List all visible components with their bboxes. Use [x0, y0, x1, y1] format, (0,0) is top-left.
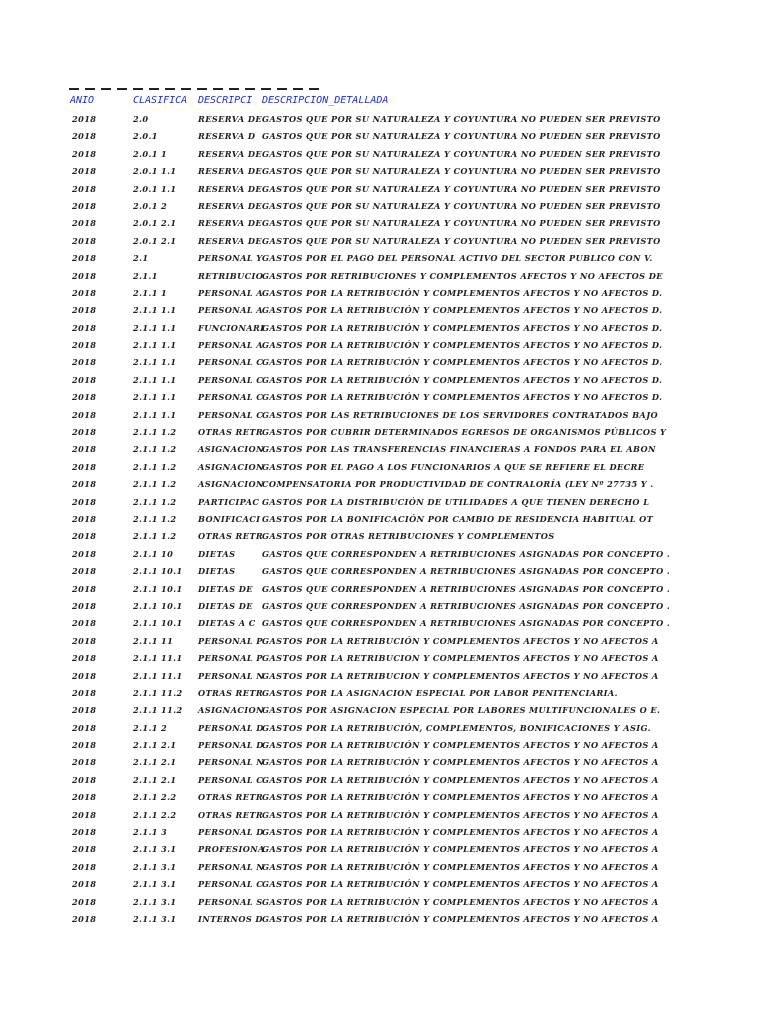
cell-descripci: ASIGNACION: [198, 705, 264, 716]
cell-descripcion-detallada: GASTOS QUE POR SU NATURALEZA Y COYUNTURA NO PUEDEN SER PREVISTO: [262, 235, 661, 246]
cell-descripci: PERSONAL P: [198, 653, 263, 664]
cell-descripci: PROFESIONA: [198, 844, 265, 855]
cell-anio: 2018: [72, 774, 97, 785]
cell-clasifica: 2.0.1 2.1: [133, 218, 177, 229]
dash-segment: [261, 88, 271, 90]
cell-clasifica: 2.1.1 10.1: [133, 600, 183, 611]
cell-descripcion-detallada: GASTOS POR LA RETRIBUCIÓN Y COMPLEMENTOS AFECTOS Y NO AFECTOS A: [262, 844, 659, 855]
cell-descripcion-detallada: GASTOS POR RETRIBUCIONES Y COMPLEMENTOS AFECTOS Y NO AFECTOS DE: [262, 270, 663, 281]
table-row: [0, 163, 768, 180]
table-row: [0, 494, 768, 511]
table-row: [0, 754, 768, 771]
table-row: [0, 250, 768, 267]
header-descripci: DESCRIPCI: [198, 95, 253, 106]
cell-clasifica: 2.1.1 10.1: [133, 618, 183, 629]
cell-descripci: PERSONAL P: [198, 635, 263, 646]
cell-descripcion-detallada: GASTOS QUE POR SU NATURALEZA Y COYUNTURA NO PUEDEN SER PREVISTO: [262, 218, 661, 229]
cell-anio: 2018: [72, 340, 97, 351]
cell-descripcion-detallada: GASTOS POR EL PAGO A LOS FUNCIONARIOS A QUE SE REFIERE EL DECRE: [262, 461, 645, 472]
header-anio: ANIO: [70, 95, 95, 106]
cell-clasifica: 2.1.1 11.2: [133, 687, 183, 698]
table-row: [0, 650, 768, 667]
cell-descripcion-detallada: GASTOS QUE CORRESPONDEN A RETRIBUCIONES ASIGNADAS POR CONCEPTO .: [262, 548, 671, 559]
cell-descripcion-detallada: GASTOS POR LA RETRIBUCIÓN Y COMPLEMENTOS AFECTOS Y NO AFECTOS A: [262, 913, 659, 924]
dash-segment: [133, 88, 143, 90]
cell-anio: 2018: [72, 409, 97, 420]
table-row: [0, 685, 768, 702]
table-row: [0, 111, 768, 128]
cell-anio: 2018: [72, 392, 97, 403]
cell-anio: 2018: [72, 513, 97, 524]
dash-segment: [101, 88, 111, 90]
cell-descripci: PERSONAL D: [198, 722, 264, 733]
dash-segment: [213, 88, 223, 90]
table-row: [0, 528, 768, 545]
cell-descripcion-detallada: GASTOS POR LA RETRIBUCIÓN Y COMPLEMENTOS AFECTOS Y NO AFECTOS A: [262, 827, 659, 838]
cell-descripci: BONIFICACI: [198, 513, 261, 524]
table-body: [0, 111, 768, 928]
cell-descripcion-detallada: GASTOS POR LA RETRIBUCIÓN Y COMPLEMENTOS AFECTOS Y NO AFECTOS D.: [262, 357, 663, 368]
cell-anio: 2018: [72, 200, 97, 211]
cell-clasifica: 2.1.1 11.2: [133, 705, 183, 716]
dash-segment: [149, 88, 159, 90]
cell-anio: 2018: [72, 722, 97, 733]
table-row: [0, 424, 768, 441]
cell-clasifica: 2.1.1 1.1: [133, 305, 177, 316]
cell-descripcion-detallada: GASTOS QUE CORRESPONDEN A RETRIBUCIONES ASIGNADAS POR CONCEPTO .: [262, 566, 671, 577]
dash-segment: [117, 88, 127, 90]
cell-anio: 2018: [72, 687, 97, 698]
cell-clasifica: 2.1.1 1.2: [133, 427, 177, 438]
dash-segment: [85, 88, 95, 90]
cell-descripcion-detallada: GASTOS QUE POR SU NATURALEZA Y COYUNTURA NO PUEDEN SER PREVISTO: [262, 183, 661, 194]
table-row: [0, 633, 768, 650]
table-row: [0, 876, 768, 893]
table-row: [0, 407, 768, 424]
table-row: [0, 598, 768, 615]
cell-descripci: PERSONAL C: [198, 879, 264, 890]
table-row: [0, 302, 768, 319]
cell-anio: 2018: [72, 218, 97, 229]
cell-clasifica: 2.1.1 1.2: [133, 444, 177, 455]
cell-clasifica: 2.1.1 3.1: [133, 913, 177, 924]
cell-clasifica: 2.1.1 2.1: [133, 757, 177, 768]
cell-descripci: INTERNOS D: [198, 913, 263, 924]
cell-descripcion-detallada: GASTOS POR LA RETRIBUCIÓN Y COMPLEMENTOS AFECTOS Y NO AFECTOS A: [262, 635, 659, 646]
cell-anio: 2018: [72, 809, 97, 820]
cell-clasifica: 2.1.1 2: [133, 722, 168, 733]
cell-anio: 2018: [72, 270, 97, 281]
dash-segment: [181, 88, 191, 90]
cell-descripci: PERSONAL C: [198, 374, 264, 385]
table-row: [0, 233, 768, 250]
cell-anio: 2018: [72, 583, 97, 594]
cell-descripci: DIETAS: [198, 566, 236, 577]
cell-descripci: RETRIBUCIO: [198, 270, 264, 281]
cell-anio: 2018: [72, 600, 97, 611]
cell-clasifica: 2.1.1 11.1: [133, 653, 183, 664]
cell-anio: 2018: [72, 183, 97, 194]
cell-anio: 2018: [72, 618, 97, 629]
cell-descripcion-detallada: GASTOS POR LA RETRIBUCIÓN Y COMPLEMENTOS AFECTOS Y NO AFECTOS D.: [262, 287, 663, 298]
cell-clasifica: 2.1: [133, 253, 149, 264]
table-row: [0, 894, 768, 911]
cell-clasifica: 2.0.1 1.1: [133, 166, 177, 177]
cell-clasifica: 2.1.1 1.1: [133, 392, 177, 403]
table-row: [0, 476, 768, 493]
table-row: [0, 615, 768, 632]
table-row: [0, 841, 768, 858]
cell-clasifica: 2.1.1 1: [133, 287, 168, 298]
cell-clasifica: 2.0.1 1.1: [133, 183, 177, 194]
table-row: [0, 198, 768, 215]
cell-descripcion-detallada: GASTOS POR EL PAGO DEL PERSONAL ACTIVO DEL SECTOR PUBLICO CON V.: [262, 253, 653, 264]
cell-descripcion-detallada: GASTOS QUE POR SU NATURALEZA Y COYUNTURA NO PUEDEN SER PREVISTO: [262, 166, 661, 177]
table-row: [0, 563, 768, 580]
cell-clasifica: 2.1.1 1.1: [133, 322, 177, 333]
cell-anio: 2018: [72, 322, 97, 333]
table-row: [0, 128, 768, 145]
cell-clasifica: 2.0.1: [133, 131, 158, 142]
cell-anio: 2018: [72, 757, 97, 768]
cell-anio: 2018: [72, 861, 97, 872]
cell-anio: 2018: [72, 740, 97, 751]
cell-descripcion-detallada: GASTOS QUE POR SU NATURALEZA Y COYUNTURA NO PUEDEN SER PREVISTO: [262, 114, 661, 124]
cell-descripcion-detallada: GASTOS POR LA RETRIBUCIÓN Y COMPLEMENTOS AFECTOS Y NO AFECTOS A: [262, 861, 659, 872]
table-row: [0, 720, 768, 737]
cell-clasifica: 2.0: [133, 114, 149, 124]
cell-clasifica: 2.1.1 3.1: [133, 879, 177, 890]
cell-descripci: ASIGNACION: [198, 461, 264, 472]
table-row: [0, 215, 768, 232]
cell-clasifica: 2.1.1 2.2: [133, 792, 177, 803]
cell-descripcion-detallada: GASTOS POR LA RETRIBUCIÓN Y COMPLEMENTOS AFECTOS Y NO AFECTOS A: [262, 809, 659, 820]
cell-anio: 2018: [72, 913, 97, 924]
dash-segment: [245, 88, 255, 90]
cell-descripcion-detallada: GASTOS POR LA RETRIBUCIÓN Y COMPLEMENTOS AFECTOS Y NO AFECTOS D.: [262, 374, 663, 385]
cell-clasifica: 2.1.1 3.1: [133, 896, 177, 907]
cell-descripci: RESERVA DE: [198, 148, 262, 159]
table-row: [0, 911, 768, 928]
cell-clasifica: 2.1.1 3.1: [133, 844, 177, 855]
cell-descripcion-detallada: GASTOS POR LA DISTRIBUCIÓN DE UTILIDADES A QUE TIENEN DERECHO L: [262, 496, 650, 507]
cell-descripcion-detallada: GASTOS POR LA BONIFICACIÓN POR CAMBIO DE RESIDENCIA HABITUAL OT: [262, 513, 654, 524]
table-row: [0, 702, 768, 719]
cell-descripci: PERSONAL D: [198, 827, 264, 838]
cell-descripci: RESERVA DE: [198, 235, 262, 246]
cell-descripcion-detallada: GASTOS POR LA RETRIBUCIÓN Y COMPLEMENTOS AFECTOS Y NO AFECTOS D.: [262, 340, 663, 351]
cell-anio: 2018: [72, 879, 97, 890]
cell-clasifica: 2.1.1 11.1: [133, 670, 183, 681]
cell-descripcion-detallada: GASTOS POR LA RETRIBUCIÓN Y COMPLEMENTOS AFECTOS Y NO AFECTOS A: [262, 740, 659, 751]
cell-anio: 2018: [72, 548, 97, 559]
cell-clasifica: 2.0.1 1: [133, 148, 168, 159]
cell-descripcion-detallada: GASTOS QUE CORRESPONDEN A RETRIBUCIONES ASIGNADAS POR CONCEPTO .: [262, 583, 671, 594]
cell-descripci: PERSONAL A: [198, 287, 264, 298]
cell-clasifica: 2.1.1 1.1: [133, 409, 177, 420]
cell-anio: 2018: [72, 635, 97, 646]
cell-descripci: RESERVA DE: [198, 218, 262, 229]
cell-descripci: OTRAS RETR: [198, 531, 264, 542]
cell-descripci: PERSONAL Y: [198, 253, 263, 264]
cell-anio: 2018: [72, 253, 97, 264]
table-row: [0, 146, 768, 163]
cell-anio: 2018: [72, 461, 97, 472]
cell-descripci: RESERVA DE: [198, 166, 262, 177]
cell-clasifica: 2.1.1 1.1: [133, 374, 177, 385]
cell-clasifica: 2.1.1 1.1: [133, 340, 177, 351]
cell-clasifica: 2.1.1 3.1: [133, 861, 177, 872]
cell-anio: 2018: [72, 444, 97, 455]
cell-descripcion-detallada: GASTOS QUE POR SU NATURALEZA Y COYUNTURA NO PUEDEN SER PREVISTO: [262, 200, 661, 211]
header-clasifica: CLASIFICA: [133, 95, 188, 106]
cell-descripci: ASIGNACION: [198, 444, 264, 455]
table-row: [0, 668, 768, 685]
cell-anio: 2018: [72, 531, 97, 542]
cell-descripci: PERSONAL D: [198, 740, 264, 751]
cell-clasifica: 2.1.1 1.1: [133, 357, 177, 368]
cell-clasifica: 2.1.1 11: [133, 635, 174, 646]
cell-descripcion-detallada: GASTOS POR LA RETRIBUCIÓN Y COMPLEMENTOS AFECTOS Y NO AFECTOS D.: [262, 322, 663, 333]
table-row: [0, 285, 768, 302]
cell-descripci: PERSONAL N: [198, 670, 265, 681]
table-row: [0, 372, 768, 389]
cell-descripci: PERSONAL C: [198, 357, 264, 368]
table-row: [0, 320, 768, 337]
cell-descripci: PERSONAL C: [198, 774, 264, 785]
cell-descripcion-detallada: GASTOS POR LAS RETRIBUCIONES DE LOS SERVIDORES CONTRATADOS BAJO: [262, 409, 658, 420]
header-descripcion-detallada: DESCRIPCION_DETALLADA: [262, 95, 389, 106]
cell-clasifica: 2.1.1 10.1: [133, 566, 183, 577]
cell-anio: 2018: [72, 705, 97, 716]
cell-anio: 2018: [72, 566, 97, 577]
cell-clasifica: 2.1.1 1.2: [133, 479, 177, 490]
cell-descripci: PERSONAL N: [198, 757, 265, 768]
table-row: [0, 581, 768, 598]
cell-descripcion-detallada: GASTOS POR LAS TRANSFERENCIAS FINANCIERAS A FONDOS PARA EL ABON: [262, 444, 656, 455]
cell-descripci: PERSONAL A: [198, 340, 264, 351]
table-row: [0, 441, 768, 458]
table-row: [0, 824, 768, 841]
cell-descripci: OTRAS RETR: [198, 687, 264, 698]
dash-segment: [197, 88, 207, 90]
table-row: [0, 268, 768, 285]
cell-descripci: PERSONAL C: [198, 392, 264, 403]
cell-descripcion-detallada: GASTOS POR LA RETRIBUCION Y COMPLEMENTOS AFECTOS Y NO AFECTOS A: [262, 670, 659, 681]
cell-descripci: OTRAS RETR: [198, 809, 264, 820]
cell-descripci: RESERVA DE: [198, 114, 262, 124]
cell-descripci: PERSONAL S: [198, 896, 263, 907]
cell-anio: 2018: [72, 827, 97, 838]
cell-clasifica: 2.1.1 2.1: [133, 740, 177, 751]
table-row: [0, 737, 768, 754]
cell-descripcion-detallada: GASTOS POR LA RETRIBUCIÓN Y COMPLEMENTOS AFECTOS Y NO AFECTOS A: [262, 792, 659, 803]
dash-segment: [293, 88, 303, 90]
cell-descripcion-detallada: GASTOS POR OTRAS RETRIBUCIONES Y COMPLEMENTOS: [262, 531, 555, 542]
cell-clasifica: 2.1.1: [133, 270, 158, 281]
table-row: [0, 772, 768, 789]
table-row: [0, 546, 768, 563]
cell-clasifica: 2.1.1 2.2: [133, 809, 177, 820]
table-row: [0, 337, 768, 354]
cell-clasifica: 2.1.1 10.1: [133, 583, 183, 594]
cell-anio: 2018: [72, 114, 97, 124]
cell-descripci: RESERVA DE: [198, 183, 262, 194]
cell-descripci: RESERVA DE: [198, 200, 262, 211]
cell-descripcion-detallada: GASTOS QUE POR SU NATURALEZA Y COYUNTURA NO PUEDEN SER PREVISTO: [262, 148, 661, 159]
table-row: [0, 511, 768, 528]
cell-descripcion-detallada: GASTOS POR LA ASIGNACION ESPECIAL POR LABOR PENITENCIARIA.: [262, 687, 618, 698]
cell-clasifica: 2.1.1 10: [133, 548, 174, 559]
cell-clasifica: 2.1.1 3: [133, 827, 168, 838]
cell-anio: 2018: [72, 235, 97, 246]
cell-descripci: FUNCIONARI: [198, 322, 265, 333]
cell-descripcion-detallada: GASTOS POR LA RETRIBUCIÓN Y COMPLEMENTOS AFECTOS Y NO AFECTOS A: [262, 774, 659, 785]
cell-descripcion-detallada: GASTOS QUE POR SU NATURALEZA Y COYUNTURA NO PUEDEN SER PREVISTO: [262, 131, 661, 142]
cell-anio: 2018: [72, 896, 97, 907]
cell-descripci: DIETAS A C: [198, 618, 256, 629]
cell-anio: 2018: [72, 131, 97, 142]
cell-anio: 2018: [72, 496, 97, 507]
dash-segment: [229, 88, 239, 90]
cell-descripci: PERSONAL N: [198, 861, 265, 872]
table-row: [0, 181, 768, 198]
cell-anio: 2018: [72, 427, 97, 438]
cell-clasifica: 2.1.1 1.2: [133, 461, 177, 472]
table-row: [0, 389, 768, 406]
cell-anio: 2018: [72, 670, 97, 681]
cell-anio: 2018: [72, 166, 97, 177]
cell-descripcion-detallada: GASTOS POR LA RETRIBUCIÓN Y COMPLEMENTOS AFECTOS Y NO AFECTOS D.: [262, 392, 663, 403]
cell-anio: 2018: [72, 148, 97, 159]
cell-anio: 2018: [72, 844, 97, 855]
cell-anio: 2018: [72, 374, 97, 385]
cell-clasifica: 2.1.1 1.2: [133, 531, 177, 542]
cell-anio: 2018: [72, 792, 97, 803]
cell-clasifica: 2.1.1 2.1: [133, 774, 177, 785]
cell-clasifica: 2.0.1 2.1: [133, 235, 177, 246]
cell-clasifica: 2.1.1 1.2: [133, 513, 177, 524]
dash-segment: [277, 88, 287, 90]
table-row: [0, 789, 768, 806]
dash-segment: [165, 88, 175, 90]
cell-descripcion-detallada: GASTOS POR LA RETRIBUCIÓN Y COMPLEMENTOS AFECTOS Y NO AFECTOS A: [262, 896, 659, 907]
cell-descripcion-detallada: GASTOS POR LA RETRIBUCIÓN, COMPLEMENTOS, BONIFICACIONES Y ASIG.: [262, 722, 651, 733]
cell-descripci: PERSONAL C: [198, 409, 264, 420]
cell-descripci: DIETAS DE: [198, 600, 253, 611]
cell-descripcion-detallada: GASTOS POR LA RETRIBUCIÓN Y COMPLEMENTOS AFECTOS Y NO AFECTOS D.: [262, 305, 663, 316]
cell-descripci: DIETAS: [198, 548, 236, 559]
table-row: [0, 354, 768, 371]
cell-descripcion-detallada: GASTOS QUE CORRESPONDEN A RETRIBUCIONES ASIGNADAS POR CONCEPTO .: [262, 618, 671, 629]
cell-descripci: RESERVA D: [198, 131, 256, 142]
cell-anio: 2018: [72, 653, 97, 664]
cell-descripci: PERSONAL A: [198, 305, 264, 316]
cell-clasifica: 2.1.1 1.2: [133, 496, 177, 507]
cell-descripcion-detallada: GASTOS POR CUBRIR DETERMINADOS EGRESOS DE ORGANISMOS PÚBLICOS Y: [262, 427, 667, 438]
table-row: [0, 859, 768, 876]
cell-anio: 2018: [72, 357, 97, 368]
cell-anio: 2018: [72, 287, 97, 298]
cell-descripcion-detallada: GASTOS POR ASIGNACION ESPECIAL POR LABORES MULTIFUNCIONALES O E.: [262, 705, 661, 716]
cell-descripci: DIETAS DE: [198, 583, 253, 594]
cell-descripci: ASIGNACION: [198, 479, 264, 490]
cell-descripci: OTRAS RETR: [198, 792, 264, 803]
cell-descripcion-detallada: COMPENSATORIA POR PRODUCTIVIDAD DE CONTRALORÍA (LEY Nº 27735 Y .: [262, 479, 654, 490]
dash-segment: [69, 88, 79, 90]
cell-descripci: PARTICIPAC: [198, 496, 260, 507]
table-row: [0, 459, 768, 476]
cell-descripcion-detallada: GASTOS POR LA RETRIBUCION Y COMPLEMENTOS AFECTOS Y NO AFECTOS A: [262, 653, 659, 664]
cell-anio: 2018: [72, 479, 97, 490]
cell-descripci: OTRAS RETR: [198, 427, 264, 438]
dash-segment: [309, 88, 319, 90]
cell-anio: 2018: [72, 305, 97, 316]
cell-descripcion-detallada: GASTOS POR LA RETRIBUCIÓN Y COMPLEMENTOS AFECTOS Y NO AFECTOS A: [262, 879, 659, 890]
cell-clasifica: 2.0.1 2: [133, 200, 168, 211]
cell-descripcion-detallada: GASTOS QUE CORRESPONDEN A RETRIBUCIONES ASIGNADAS POR CONCEPTO .: [262, 600, 671, 611]
cell-descripcion-detallada: GASTOS POR LA RETRIBUCIÓN Y COMPLEMENTOS AFECTOS Y NO AFECTOS A: [262, 757, 659, 768]
table-row: [0, 807, 768, 824]
